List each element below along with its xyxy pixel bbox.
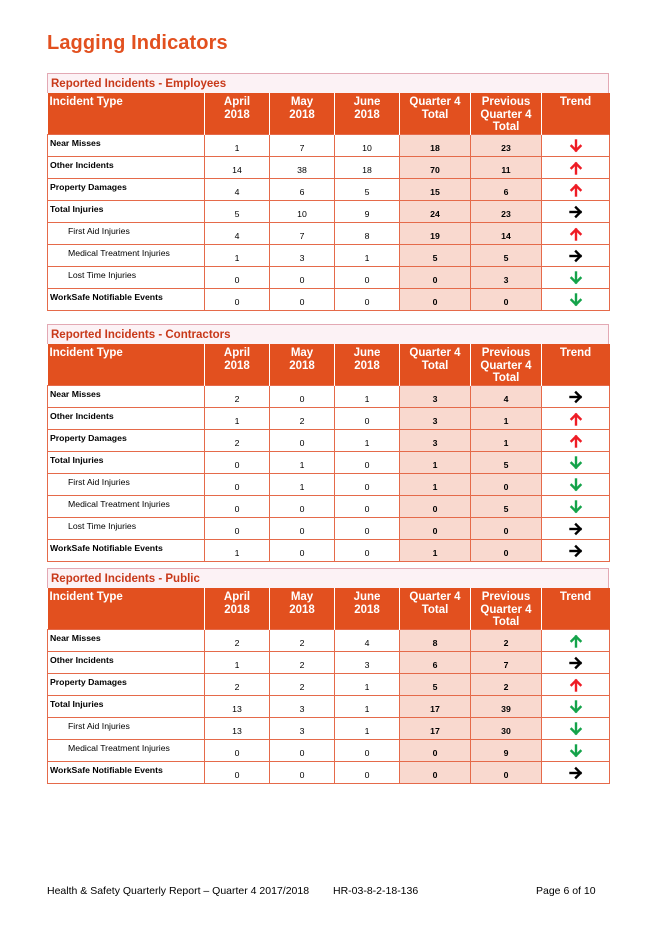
table-row	[48, 451, 610, 473]
cell-apr: 0	[205, 495, 270, 517]
cell-jun: 0	[335, 517, 400, 539]
cell-may: 6	[270, 178, 335, 200]
section-title: Reported Incidents - Public	[47, 568, 609, 588]
cell-jun: 1	[335, 673, 400, 695]
row-label: Near Misses	[48, 629, 205, 651]
header-trend: Trend	[542, 588, 610, 629]
incidents-table	[47, 344, 610, 562]
cell-jun: 1	[335, 429, 400, 451]
cell-apr: 13	[205, 717, 270, 739]
row-label: WorkSafe Notifiable Events	[48, 288, 205, 310]
table-row	[48, 495, 610, 517]
cell-apr: 1	[205, 134, 270, 156]
table-row	[48, 266, 610, 288]
cell-jun: 1	[335, 244, 400, 266]
cell-prev: 23	[471, 200, 542, 222]
trend-right-arrow-icon	[569, 391, 583, 401]
table-row	[48, 651, 610, 673]
table-row	[48, 222, 610, 244]
cell-q4: 3	[400, 429, 471, 451]
header-june-2018: June 2018	[335, 344, 400, 385]
table-row	[48, 156, 610, 178]
table-row	[48, 673, 610, 695]
cell-q4: 24	[400, 200, 471, 222]
cell-trend	[542, 651, 610, 673]
cell-jun: 4	[335, 629, 400, 651]
trend-right-arrow-icon	[569, 545, 583, 555]
cell-prev: 14	[471, 222, 542, 244]
cell-jun: 18	[335, 156, 400, 178]
cell-apr: 0	[205, 761, 270, 783]
table-row	[48, 517, 610, 539]
trend-up-red-arrow-icon	[569, 162, 583, 172]
table-row	[48, 244, 610, 266]
cell-prev: 1	[471, 407, 542, 429]
cell-apr: 0	[205, 739, 270, 761]
cell-trend	[542, 717, 610, 739]
cell-jun: 0	[335, 761, 400, 783]
header-incident-type: Incident Type	[48, 588, 205, 629]
cell-jun: 5	[335, 178, 400, 200]
row-label: Medical Treatment Injuries	[48, 739, 205, 761]
cell-q4: 1	[400, 539, 471, 561]
cell-q4: 17	[400, 695, 471, 717]
cell-apr: 0	[205, 517, 270, 539]
cell-prev: 9	[471, 739, 542, 761]
cell-prev: 2	[471, 673, 542, 695]
cell-trend	[542, 178, 610, 200]
cell-apr: 4	[205, 222, 270, 244]
table-row	[48, 761, 610, 783]
row-label: Total Injuries	[48, 695, 205, 717]
cell-jun: 1	[335, 695, 400, 717]
cell-q4: 0	[400, 761, 471, 783]
cell-q4: 5	[400, 244, 471, 266]
cell-may: 2	[270, 629, 335, 651]
cell-q4: 18	[400, 134, 471, 156]
header-quarter4-total: Quarter 4 Total	[400, 344, 471, 385]
table-row	[48, 717, 610, 739]
header-may-2018: May 2018	[270, 344, 335, 385]
header-june-2018: June 2018	[335, 93, 400, 134]
cell-trend	[542, 517, 610, 539]
cell-jun: 9	[335, 200, 400, 222]
cell-apr: 14	[205, 156, 270, 178]
row-label: Total Injuries	[48, 451, 205, 473]
cell-trend	[542, 739, 610, 761]
header-april-2018: April 2018	[205, 93, 270, 134]
trend-up-red-arrow-icon	[569, 413, 583, 423]
cell-trend	[542, 629, 610, 651]
row-label: First Aid Injuries	[48, 222, 205, 244]
cell-trend	[542, 495, 610, 517]
cell-prev: 0	[471, 473, 542, 495]
cell-q4: 0	[400, 288, 471, 310]
section-title: Reported Incidents - Contractors	[47, 324, 609, 344]
trend-up-red-arrow-icon	[569, 435, 583, 445]
cell-may: 10	[270, 200, 335, 222]
row-label: First Aid Injuries	[48, 473, 205, 495]
cell-trend	[542, 288, 610, 310]
cell-may: 3	[270, 717, 335, 739]
trend-right-arrow-icon	[569, 767, 583, 777]
row-label: Other Incidents	[48, 651, 205, 673]
cell-trend	[542, 156, 610, 178]
cell-q4: 0	[400, 739, 471, 761]
cell-may: 7	[270, 222, 335, 244]
cell-prev: 3	[471, 266, 542, 288]
cell-jun: 0	[335, 451, 400, 473]
cell-apr: 0	[205, 288, 270, 310]
trend-right-arrow-icon	[569, 206, 583, 216]
table-row	[48, 539, 610, 561]
cell-prev: 0	[471, 761, 542, 783]
header-april-2018: April 2018	[205, 344, 270, 385]
cell-jun: 0	[335, 539, 400, 561]
cell-may: 7	[270, 134, 335, 156]
header-quarter4-total: Quarter 4 Total	[400, 588, 471, 629]
table-row	[48, 178, 610, 200]
cell-trend	[542, 429, 610, 451]
table-row	[48, 429, 610, 451]
row-label: Lost Time Injuries	[48, 517, 205, 539]
header-april-2018: April 2018	[205, 588, 270, 629]
cell-q4: 0	[400, 517, 471, 539]
cell-q4: 17	[400, 717, 471, 739]
header-previous-quarter4-total: Previous Quarter 4 Total	[471, 344, 542, 385]
trend-right-arrow-icon	[569, 523, 583, 533]
cell-q4: 19	[400, 222, 471, 244]
cell-apr: 0	[205, 451, 270, 473]
table-row	[48, 739, 610, 761]
trend-up-green-arrow-icon	[569, 635, 583, 645]
cell-apr: 2	[205, 429, 270, 451]
cell-apr: 2	[205, 385, 270, 407]
header-may-2018: May 2018	[270, 93, 335, 134]
trend-up-red-arrow-icon	[569, 679, 583, 689]
trend-down-green-arrow-icon	[569, 479, 583, 489]
cell-prev: 1	[471, 429, 542, 451]
trend-down-green-arrow-icon	[569, 723, 583, 733]
row-label: Property Damages	[48, 429, 205, 451]
cell-jun: 8	[335, 222, 400, 244]
cell-may: 0	[270, 288, 335, 310]
cell-prev: 4	[471, 385, 542, 407]
header-previous-quarter4-total: Previous Quarter 4 Total	[471, 93, 542, 134]
trend-down-green-arrow-icon	[569, 501, 583, 511]
cell-apr: 1	[205, 651, 270, 673]
cell-trend	[542, 134, 610, 156]
cell-trend	[542, 200, 610, 222]
header-june-2018: June 2018	[335, 588, 400, 629]
cell-trend	[542, 695, 610, 717]
cell-apr: 0	[205, 473, 270, 495]
row-label: Medical Treatment Injuries	[48, 495, 205, 517]
row-label: Medical Treatment Injuries	[48, 244, 205, 266]
cell-trend	[542, 222, 610, 244]
trend-up-red-arrow-icon	[569, 228, 583, 238]
cell-trend	[542, 407, 610, 429]
cell-prev: 5	[471, 495, 542, 517]
cell-q4: 0	[400, 266, 471, 288]
incidents-table	[47, 588, 610, 784]
footer-reference: HR-03-8-2-18-136	[333, 885, 419, 897]
cell-apr: 13	[205, 695, 270, 717]
cell-trend	[542, 673, 610, 695]
trend-down-green-arrow-icon	[569, 701, 583, 711]
cell-may: 3	[270, 695, 335, 717]
cell-q4: 1	[400, 473, 471, 495]
cell-q4: 3	[400, 407, 471, 429]
row-label: Near Misses	[48, 134, 205, 156]
cell-q4: 1	[400, 451, 471, 473]
cell-trend	[542, 266, 610, 288]
trend-down-red-arrow-icon	[569, 140, 583, 150]
cell-trend	[542, 385, 610, 407]
trend-down-green-arrow-icon	[569, 457, 583, 467]
cell-jun: 0	[335, 739, 400, 761]
cell-apr: 4	[205, 178, 270, 200]
cell-prev: 30	[471, 717, 542, 739]
cell-may: 0	[270, 266, 335, 288]
row-label: Other Incidents	[48, 156, 205, 178]
row-label: Property Damages	[48, 178, 205, 200]
row-label: Near Misses	[48, 385, 205, 407]
table-row	[48, 385, 610, 407]
cell-prev: 0	[471, 517, 542, 539]
row-label: WorkSafe Notifiable Events	[48, 761, 205, 783]
cell-may: 0	[270, 385, 335, 407]
table-row	[48, 288, 610, 310]
row-label: Total Injuries	[48, 200, 205, 222]
trend-down-green-arrow-icon	[569, 294, 583, 304]
trend-down-green-arrow-icon	[569, 272, 583, 282]
trend-down-green-arrow-icon	[569, 745, 583, 755]
cell-jun: 0	[335, 288, 400, 310]
cell-prev: 7	[471, 651, 542, 673]
cell-may: 1	[270, 451, 335, 473]
cell-may: 0	[270, 429, 335, 451]
cell-prev: 2	[471, 629, 542, 651]
row-label: Other Incidents	[48, 407, 205, 429]
cell-apr: 1	[205, 407, 270, 429]
table-row	[48, 473, 610, 495]
cell-prev: 0	[471, 288, 542, 310]
cell-apr: 2	[205, 673, 270, 695]
section-contractors	[47, 324, 609, 562]
row-label: Property Damages	[48, 673, 205, 695]
header-incident-type: Incident Type	[48, 344, 205, 385]
trend-right-arrow-icon	[569, 657, 583, 667]
cell-jun: 1	[335, 385, 400, 407]
row-label: WorkSafe Notifiable Events	[48, 539, 205, 561]
cell-may: 0	[270, 495, 335, 517]
cell-prev: 6	[471, 178, 542, 200]
cell-jun: 10	[335, 134, 400, 156]
header-trend: Trend	[542, 344, 610, 385]
cell-q4: 15	[400, 178, 471, 200]
cell-q4: 3	[400, 385, 471, 407]
cell-apr: 2	[205, 629, 270, 651]
cell-may: 1	[270, 473, 335, 495]
cell-may: 0	[270, 761, 335, 783]
page-title: Lagging Indicators	[47, 32, 228, 54]
cell-q4: 6	[400, 651, 471, 673]
cell-prev: 11	[471, 156, 542, 178]
incidents-table	[47, 93, 610, 311]
cell-apr: 1	[205, 244, 270, 266]
cell-jun: 0	[335, 473, 400, 495]
cell-prev: 5	[471, 451, 542, 473]
row-label: First Aid Injuries	[48, 717, 205, 739]
cell-apr: 0	[205, 266, 270, 288]
cell-may: 2	[270, 407, 335, 429]
cell-jun: 1	[335, 717, 400, 739]
header-previous-quarter4-total: Previous Quarter 4 Total	[471, 588, 542, 629]
cell-q4: 70	[400, 156, 471, 178]
cell-trend	[542, 761, 610, 783]
footer-report-title: Health & Safety Quarterly Report – Quarter 4 2017/2018	[47, 885, 310, 897]
cell-q4: 8	[400, 629, 471, 651]
cell-may: 0	[270, 739, 335, 761]
cell-may: 2	[270, 673, 335, 695]
cell-jun: 0	[335, 495, 400, 517]
cell-may: 0	[270, 517, 335, 539]
trend-right-arrow-icon	[569, 250, 583, 260]
section-title: Reported Incidents - Employees	[47, 73, 609, 93]
cell-trend	[542, 539, 610, 561]
cell-apr: 1	[205, 539, 270, 561]
header-incident-type: Incident Type	[48, 93, 205, 134]
cell-q4: 0	[400, 495, 471, 517]
table-row	[48, 200, 610, 222]
footer-page-number: Page 6 of 10	[536, 885, 596, 897]
cell-prev: 39	[471, 695, 542, 717]
cell-jun: 3	[335, 651, 400, 673]
header-trend: Trend	[542, 93, 610, 134]
cell-may: 3	[270, 244, 335, 266]
cell-trend	[542, 473, 610, 495]
cell-may: 38	[270, 156, 335, 178]
cell-prev: 23	[471, 134, 542, 156]
table-row	[48, 407, 610, 429]
header-may-2018: May 2018	[270, 588, 335, 629]
cell-jun: 0	[335, 266, 400, 288]
table-row	[48, 134, 610, 156]
section-employees	[47, 73, 609, 311]
cell-may: 2	[270, 651, 335, 673]
cell-prev: 0	[471, 539, 542, 561]
section-public	[47, 568, 609, 784]
cell-trend	[542, 244, 610, 266]
table-row	[48, 629, 610, 651]
header-quarter4-total: Quarter 4 Total	[400, 93, 471, 134]
trend-up-red-arrow-icon	[569, 184, 583, 194]
cell-q4: 5	[400, 673, 471, 695]
cell-may: 0	[270, 539, 335, 561]
cell-jun: 0	[335, 407, 400, 429]
table-row	[48, 695, 610, 717]
row-label: Lost Time Injuries	[48, 266, 205, 288]
cell-prev: 5	[471, 244, 542, 266]
cell-trend	[542, 451, 610, 473]
cell-apr: 5	[205, 200, 270, 222]
